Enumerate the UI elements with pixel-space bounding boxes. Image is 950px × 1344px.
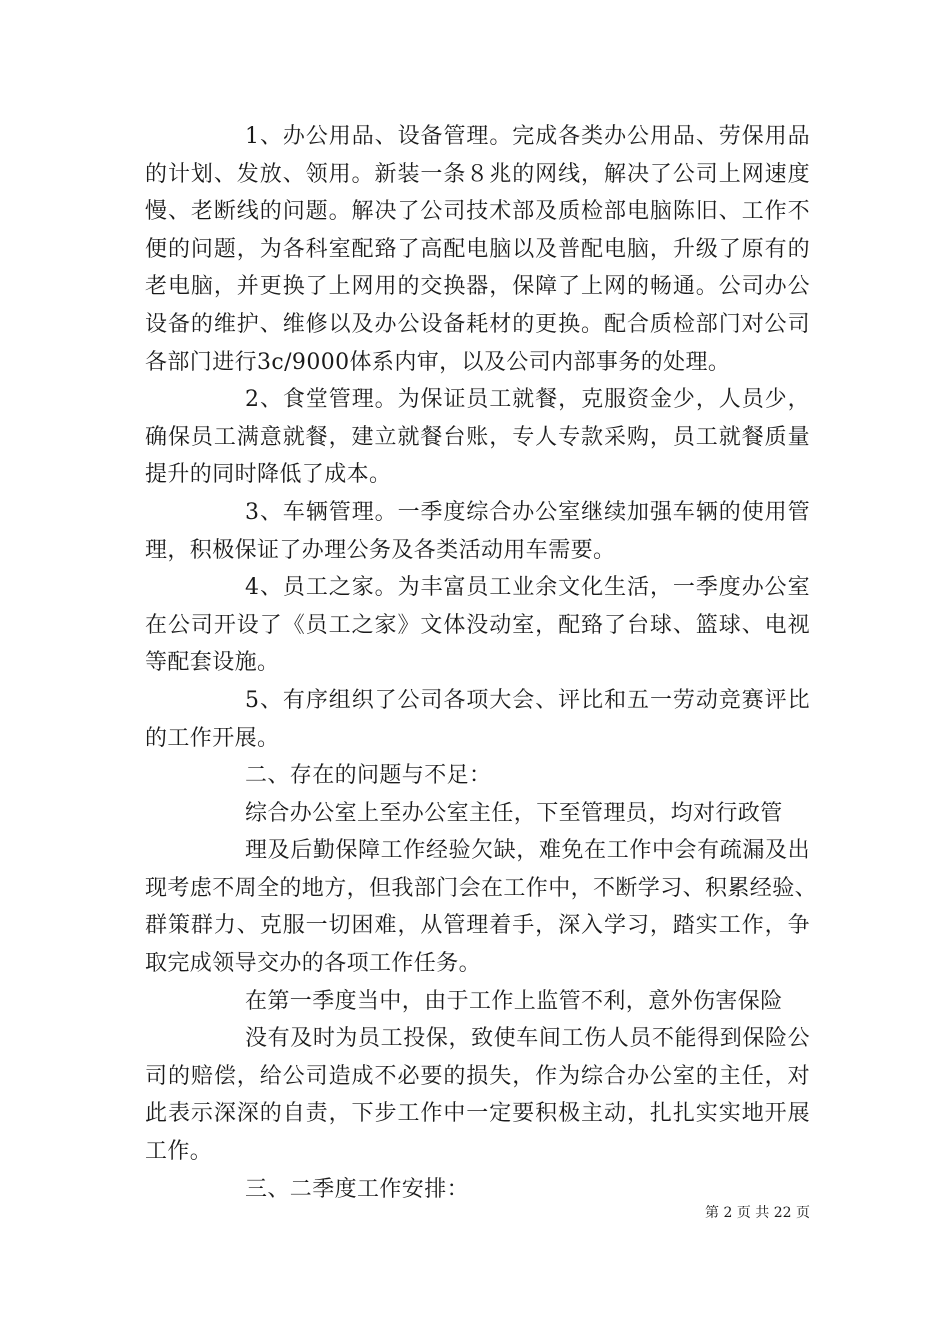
text-line: 5、有序组织了公司各项大会、评比和五一劳动竞赛评比 [245, 687, 810, 713]
page-number: 第 2 页 共 22 页 [705, 1205, 810, 1221]
text-line: 4、员工之家。为丰富员工业余文化生活，一季度办公室 [245, 575, 810, 601]
text-line: 2、食堂管理。为保证员工就餐，克服资金少，人员少， [245, 387, 810, 413]
text-line: 等配套设施。 [145, 650, 280, 676]
text-line: 司的赔偿，给公司造成不必要的损失，作为综合办公室的主任，对 [145, 1063, 810, 1089]
text-line: 理，积极保证了办理公务及各类活动用车需要。 [145, 537, 616, 563]
text-line: 综合办公室上至办公室主任，下至管理员，均对行政管 [245, 800, 783, 826]
text-line: 工作。 [145, 1139, 213, 1165]
text-line: 提升的同时降低了成本。 [145, 462, 392, 488]
text-line: 没有及时为员工投保，致使车间工伤人员不能得到保险公 [245, 1026, 810, 1052]
text-line: 确保员工满意就餐，建立就餐台账，专人专款采购，员工就餐质量 [145, 424, 810, 450]
text-line: 慢、老断线的问题。解决了公司技术部及质检部电脑陈旧、工作不 [145, 199, 810, 225]
text-line: 三、二季度工作安排： [245, 1176, 470, 1202]
body-text [145, 118, 818, 1208]
text-line: 此表示深深的自责，下步工作中一定要积极主动，扎扎实实地开展 [145, 1101, 810, 1127]
text-line: 二、存在的问题与不足： [245, 763, 492, 789]
text-line: 群策群力、克服一切困难，从管理着手，深入学习，踏实工作，争 [145, 913, 810, 939]
text-line: 3、车辆管理。一季度综合办公室继续加强车辆的使用管 [245, 499, 810, 525]
text-line: 的计划、发放、领用。新装一条８兆的网线，解决了公司上网速度 [145, 161, 810, 187]
text-line: 1、办公用品、设备管理。完成各类办公用品、劳保用品 [245, 124, 810, 149]
text-line: 现考虑不周全的地方，但我部门会在工作中，不断学习、积累经验、 [145, 875, 818, 901]
text-line: 取完成领导交办的各项工作任务。 [145, 951, 482, 977]
text-line: 便的问题，为各科室配臵了高配电脑以及普配电脑，升级了原有的 [145, 236, 810, 262]
text-line: 在公司开设了《员工之家》文体没动室，配臵了台球、篮球、电视 [145, 612, 810, 638]
text-line: 各部门进行3c/9000体系内审，以及公司内部事务的处理。 [145, 349, 731, 375]
text-line: 老电脑，并更换了上网用的交换器，保障了上网的畅通。公司办公 [145, 274, 810, 300]
text-line: 设备的维护、维修以及办公设备耗材的更换。配合质检部门对公司 [145, 311, 810, 337]
text-line: 在第一季度当中，由于工作上监管不利，意外伤害保险 [245, 988, 783, 1014]
text-line: 的工作开展。 [145, 725, 280, 751]
text-line: 理及后勤保障工作经验欠缺，难免在工作中会有疏漏及出 [245, 838, 810, 864]
